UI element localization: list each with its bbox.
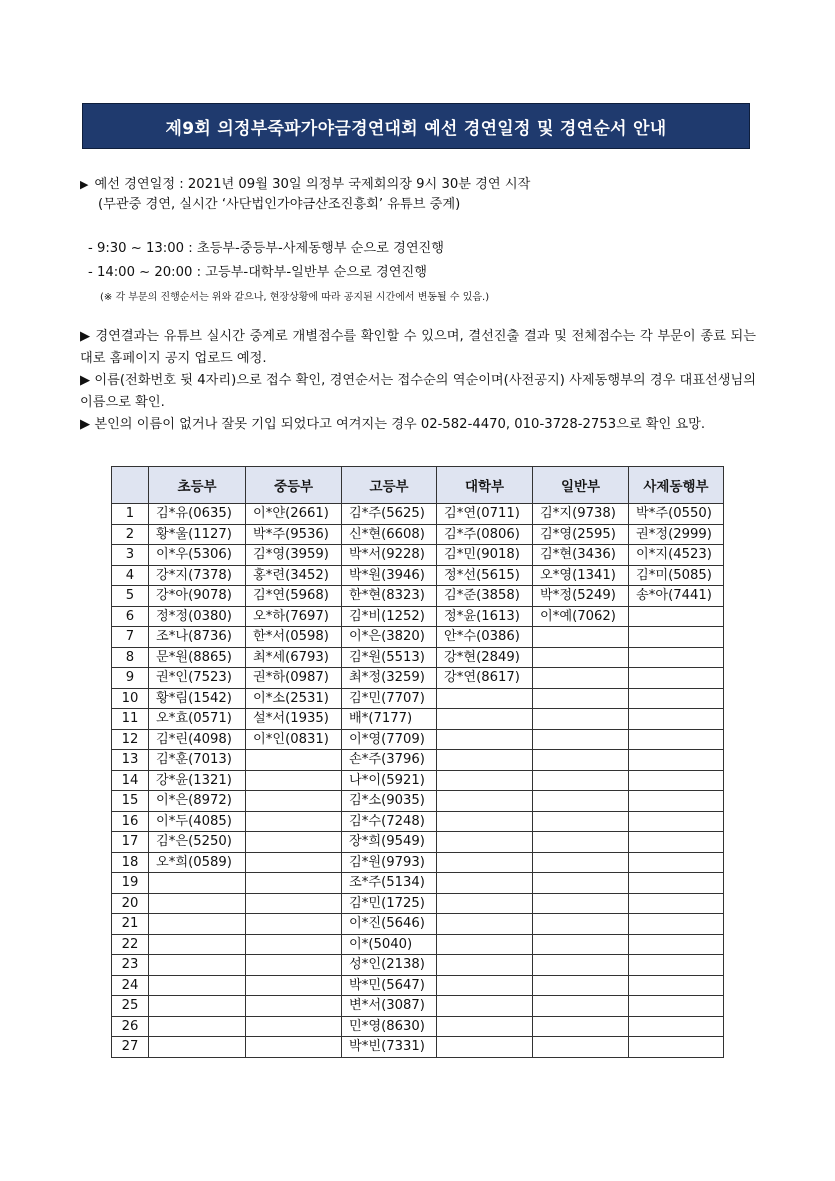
participant-cell: 박*정(5249): [533, 586, 629, 607]
participant-cell: 강*현(2849): [437, 647, 533, 668]
participant-cell: 송*아(7441): [629, 586, 724, 607]
participant-cell: 오*하(7697): [246, 606, 342, 627]
participant-cell: [533, 668, 629, 689]
participant-cell: 이*영(7709): [342, 729, 437, 750]
order-number-cell: 15: [112, 791, 149, 812]
table-row: [112, 606, 724, 627]
participant-cell: [437, 852, 533, 873]
participant-cell: 김*미(5085): [629, 565, 724, 586]
participant-cell: 김*영(2595): [533, 524, 629, 545]
participant-cell: [246, 852, 342, 873]
participant-cell: [629, 606, 724, 627]
order-number-cell: 22: [112, 934, 149, 955]
participant-cell: 김*수(7248): [342, 811, 437, 832]
table-row: [112, 709, 724, 730]
schedule-line-1: [80, 176, 530, 194]
participant-cell: [629, 668, 724, 689]
participant-cell: 박*주(0550): [629, 504, 724, 525]
table-row: [112, 811, 724, 832]
table-body: [112, 504, 724, 1058]
schedule-slot-afternoon: [88, 264, 427, 282]
participant-cell: [533, 709, 629, 730]
table-row: [112, 729, 724, 750]
participant-cell: 박*서(9228): [342, 545, 437, 566]
order-number-cell: 4: [112, 565, 149, 586]
table-row: [112, 852, 724, 873]
order-number-cell: 5: [112, 586, 149, 607]
participant-cell: 이*진(5646): [342, 914, 437, 935]
participant-cell: [629, 811, 724, 832]
participant-cell: [533, 1037, 629, 1058]
participant-cell: 손*주(3796): [342, 750, 437, 771]
participant-cell: 박*주(9536): [246, 524, 342, 545]
participant-cell: 김*연(5968): [246, 586, 342, 607]
participant-cell: 이*인(0831): [246, 729, 342, 750]
participant-cell: [629, 893, 724, 914]
participant-cell: [437, 996, 533, 1017]
participant-cell: [533, 811, 629, 832]
participant-cell: [437, 770, 533, 791]
participant-cell: [629, 996, 724, 1017]
bullet-icon: ▶: [80, 178, 89, 191]
participant-cell: [437, 893, 533, 914]
table-header-row: [112, 467, 724, 504]
order-number-cell: 10: [112, 688, 149, 709]
participant-cell: 김*민(9018): [437, 545, 533, 566]
schedule-line-2: [98, 196, 460, 214]
participant-cell: [246, 1037, 342, 1058]
participant-cell: [629, 729, 724, 750]
participant-cell: 김*원(9793): [342, 852, 437, 873]
table-row: [112, 996, 724, 1017]
participant-cell: 김*주(0806): [437, 524, 533, 545]
header-university: 대학부: [437, 467, 533, 504]
header-corner: [112, 467, 149, 504]
participant-cell: [246, 832, 342, 853]
participant-cell: 이*은(8972): [149, 791, 246, 812]
participant-cell: 장*희(9549): [342, 832, 437, 853]
participant-cell: 최*정(3259): [342, 668, 437, 689]
participant-cell: [437, 791, 533, 812]
participant-cell: 조*주(5134): [342, 873, 437, 894]
participant-cell: 이*예(7062): [533, 606, 629, 627]
table-row: [112, 750, 724, 771]
table-row: [112, 524, 724, 545]
participant-cell: 황*림(1542): [149, 688, 246, 709]
participant-cell: [629, 832, 724, 853]
participant-cell: [533, 729, 629, 750]
participant-cell: 박*빈(7331): [342, 1037, 437, 1058]
participant-cell: [629, 1016, 724, 1037]
participant-cell: 박*원(3946): [342, 565, 437, 586]
participant-cell: [629, 975, 724, 996]
order-number-cell: 3: [112, 545, 149, 566]
table-row: [112, 791, 724, 812]
participant-cell: [533, 975, 629, 996]
participant-cell: [437, 1016, 533, 1037]
participant-cell: [533, 770, 629, 791]
participant-cell: [629, 688, 724, 709]
order-number-cell: 16: [112, 811, 149, 832]
participant-cell: 설*서(1935): [246, 709, 342, 730]
participant-cell: 황*울(1127): [149, 524, 246, 545]
participant-cell: [629, 750, 724, 771]
table-row: [112, 688, 724, 709]
participant-cell: [437, 688, 533, 709]
participant-cell: 정*정(0380): [149, 606, 246, 627]
participant-cell: 홍*련(3452): [246, 565, 342, 586]
table-row: [112, 627, 724, 648]
order-number-cell: 26: [112, 1016, 149, 1037]
participant-cell: 성*인(2138): [342, 955, 437, 976]
table-row: [112, 893, 724, 914]
table-row: [112, 1016, 724, 1037]
participant-cell: 김*준(3858): [437, 586, 533, 607]
participant-cell: 이*지(4523): [629, 545, 724, 566]
order-number-cell: 1: [112, 504, 149, 525]
notice-results: ▶ 경연결과는 유튜브 실시간 중계로 개별점수를 확인할 수 있으며, 결선진출 결과 및 전체점수는 각 부문이 종료 되는대로 홈페이지 공지 업로드 예정.: [80, 329, 756, 366]
participant-cell: 정*윤(1613): [437, 606, 533, 627]
participant-cell: 이*(5040): [342, 934, 437, 955]
participant-cell: 오*영(1341): [533, 565, 629, 586]
order-number-cell: 14: [112, 770, 149, 791]
order-number-cell: 18: [112, 852, 149, 873]
participant-cell: [437, 750, 533, 771]
participant-cell: 권*인(7523): [149, 668, 246, 689]
participant-cell: [629, 709, 724, 730]
participant-cell: [246, 750, 342, 771]
header-general: 일반부: [533, 467, 629, 504]
participant-cell: 강*연(8617): [437, 668, 533, 689]
participant-cell: [533, 873, 629, 894]
order-number-cell: 24: [112, 975, 149, 996]
table-row: [112, 914, 724, 935]
participant-cell: [437, 955, 533, 976]
order-number-cell: 23: [112, 955, 149, 976]
order-number-cell: 19: [112, 873, 149, 894]
order-number-cell: 13: [112, 750, 149, 771]
participant-cell: 강*아(9078): [149, 586, 246, 607]
order-number-cell: 11: [112, 709, 149, 730]
schedule-broadcast: (무관중 경연, 실시간 ‘사단법인가야금산조진흥회’ 유튜브 중계): [98, 197, 461, 212]
schedule-slot-morning: [88, 240, 444, 258]
order-number-cell: 21: [112, 914, 149, 935]
participant-cell: 이*우(5306): [149, 545, 246, 566]
participant-cell: [149, 1037, 246, 1058]
participant-cell: 한*현(8323): [342, 586, 437, 607]
participant-cell: [629, 627, 724, 648]
order-number-cell: 27: [112, 1037, 149, 1058]
participant-cell: 문*원(8865): [149, 647, 246, 668]
participant-cell: 최*세(6793): [246, 647, 342, 668]
participant-cell: [246, 873, 342, 894]
participant-cell: 오*희(0589): [149, 852, 246, 873]
table-row: [112, 1037, 724, 1058]
table-row: [112, 647, 724, 668]
participant-cell: 민*영(8630): [342, 1016, 437, 1037]
table-row: [112, 975, 724, 996]
participant-cell: [437, 832, 533, 853]
participant-cell: [533, 1016, 629, 1037]
participant-cell: [437, 811, 533, 832]
slot-morning-text: - 9:30 ~ 13:00 : 초등부-중등부-사제동행부 순으로 경연진행: [88, 241, 445, 256]
participant-cell: [246, 934, 342, 955]
participant-cell: [246, 791, 342, 812]
participant-cell: [533, 893, 629, 914]
participant-cell: 이*은(3820): [342, 627, 437, 648]
participant-cell: 김*훈(7013): [149, 750, 246, 771]
participant-cell: [533, 955, 629, 976]
participant-cell: [629, 791, 724, 812]
participant-cell: [149, 914, 246, 935]
order-number-cell: 2: [112, 524, 149, 545]
participant-cell: 강*윤(1321): [149, 770, 246, 791]
participant-cell: 권*하(0987): [246, 668, 342, 689]
participant-cell: [437, 873, 533, 894]
order-number-cell: 20: [112, 893, 149, 914]
participant-cell: [437, 914, 533, 935]
schedule-date: 예선 경연일정 : 2021년 09월 30일 의정부 국제회의장 9시 30분 경연 시작: [94, 177, 531, 192]
participant-cell: 강*지(7378): [149, 565, 246, 586]
participant-cell: 김*민(7707): [342, 688, 437, 709]
table-row: [112, 770, 724, 791]
title-banner: [82, 103, 750, 149]
table-row: [112, 832, 724, 853]
slot-afternoon-text: - 14:00 ~ 20:00 : 고등부-대학부-일반부 순으로 경연진행: [88, 265, 427, 280]
notice-order: ▶ 이름(전화번호 뒷 4자리)으로 접수 확인, 경연순서는 접수순의 역순이며(사전공지) 사제동행부의 경우 대표선생님의 이름으로 확인.: [80, 373, 756, 410]
table-row: [112, 504, 724, 525]
participant-cell: [149, 873, 246, 894]
participant-cell: 안*수(0386): [437, 627, 533, 648]
table-row: [112, 545, 724, 566]
participant-cell: [437, 1037, 533, 1058]
participant-cell: [629, 1037, 724, 1058]
participant-cell: 김*연(0711): [437, 504, 533, 525]
participant-cell: [437, 709, 533, 730]
participant-cell: [149, 893, 246, 914]
page-title: 제9회 의정부죽파가야금경연대회 예선 경연일정 및 경연순서 안내: [165, 118, 667, 139]
participant-cell: [629, 770, 724, 791]
participant-cell: 오*효(0571): [149, 709, 246, 730]
order-number-cell: 6: [112, 606, 149, 627]
participant-cell: 나*이(5921): [342, 770, 437, 791]
order-number-cell: 17: [112, 832, 149, 853]
participant-cell: [149, 975, 246, 996]
participant-cell: 김*현(3436): [533, 545, 629, 566]
participant-cell: 김*민(1725): [342, 893, 437, 914]
participant-cell: [629, 852, 724, 873]
participant-cell: 김*비(1252): [342, 606, 437, 627]
table-row: [112, 565, 724, 586]
participant-cell: [149, 934, 246, 955]
participant-cell: [533, 934, 629, 955]
participant-cell: 김*지(9738): [533, 504, 629, 525]
participant-cell: [246, 893, 342, 914]
order-number-cell: 7: [112, 627, 149, 648]
participant-cell: [246, 1016, 342, 1037]
participant-cell: [533, 750, 629, 771]
header-elementary: 초등부: [149, 467, 246, 504]
participant-cell: [246, 955, 342, 976]
participant-cell: [629, 647, 724, 668]
participant-cell: [246, 770, 342, 791]
participant-cell: 배*(7177): [342, 709, 437, 730]
table-row: [112, 668, 724, 689]
participant-cell: [246, 975, 342, 996]
participant-cell: [437, 729, 533, 750]
participant-cell: 김*은(5250): [149, 832, 246, 853]
participant-cell: [149, 996, 246, 1017]
participant-cell: 이*두(4085): [149, 811, 246, 832]
participant-cell: 변*서(3087): [342, 996, 437, 1017]
table-row: [112, 934, 724, 955]
participant-cell: [246, 811, 342, 832]
table-row: [112, 586, 724, 607]
participant-cell: [246, 914, 342, 935]
header-middle: 중등부: [246, 467, 342, 504]
participant-cell: [629, 934, 724, 955]
participant-cell: [437, 934, 533, 955]
participant-cell: [533, 791, 629, 812]
participant-cell: 권*정(2999): [629, 524, 724, 545]
order-number-cell: 12: [112, 729, 149, 750]
competition-order-table: [111, 466, 724, 1058]
participant-cell: [533, 832, 629, 853]
participant-cell: [437, 975, 533, 996]
notice-contact: ▶ 본인의 이름이 없거나 잘못 기입 되었다고 여겨지는 경우 02-582-4470, 010-3728-2753으로 확인 요망.: [80, 417, 706, 432]
order-number-cell: 9: [112, 668, 149, 689]
participant-cell: 김*린(4098): [149, 729, 246, 750]
participant-cell: [533, 627, 629, 648]
participant-cell: 신*현(6608): [342, 524, 437, 545]
participant-cell: [533, 996, 629, 1017]
participant-cell: 김*주(5625): [342, 504, 437, 525]
participant-cell: [149, 1016, 246, 1037]
participant-cell: [246, 996, 342, 1017]
participant-cell: [149, 955, 246, 976]
participant-cell: [533, 688, 629, 709]
participant-cell: [533, 647, 629, 668]
participant-cell: [533, 852, 629, 873]
schedule-note: (※ 각 부문의 진행순서는 위와 같으나, 현장상황에 따라 공지된 시간에서 변동될 수 있음.): [100, 292, 490, 303]
participant-cell: 조*나(8736): [149, 627, 246, 648]
participant-cell: [629, 955, 724, 976]
participant-cell: [533, 914, 629, 935]
participant-cell: 정*선(5615): [437, 565, 533, 586]
header-high: 고등부: [342, 467, 437, 504]
participant-cell: [629, 873, 724, 894]
table-row: [112, 955, 724, 976]
order-number-cell: 25: [112, 996, 149, 1017]
participant-cell: 김*원(5513): [342, 647, 437, 668]
header-teacher-student: 사제동행부: [629, 467, 724, 504]
participant-cell: 김*영(3959): [246, 545, 342, 566]
table-row: [112, 873, 724, 894]
order-number-cell: 8: [112, 647, 149, 668]
participant-cell: 김*소(9035): [342, 791, 437, 812]
participant-cell: 이*소(2531): [246, 688, 342, 709]
participant-cell: 이*얀(2661): [246, 504, 342, 525]
participant-cell: [629, 914, 724, 935]
participant-cell: 한*서(0598): [246, 627, 342, 648]
participant-cell: 박*민(5647): [342, 975, 437, 996]
participant-cell: 김*유(0635): [149, 504, 246, 525]
